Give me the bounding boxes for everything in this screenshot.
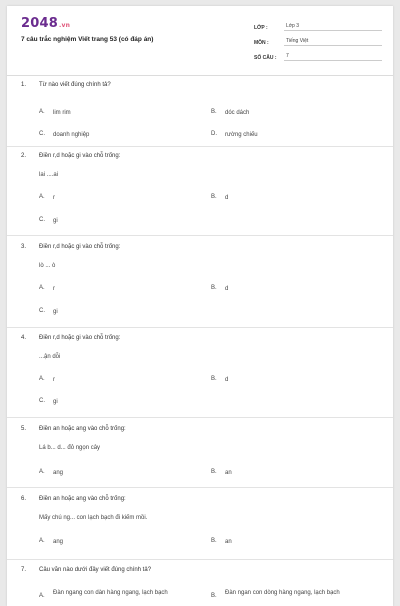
- option-key: C.: [39, 308, 45, 314]
- question-number: 1.: [21, 82, 27, 88]
- option-key: A.: [39, 593, 45, 599]
- option-key: B.: [211, 109, 217, 115]
- question-prompt: Lá b... d... đỏ ngọn cây: [39, 445, 101, 451]
- option-text: d: [225, 377, 229, 383]
- option-key: B.: [211, 593, 217, 599]
- divider: [7, 235, 393, 236]
- divider: [7, 559, 393, 560]
- option-b[interactable]: [211, 376, 228, 384]
- logo-suffix: .vn: [58, 22, 71, 29]
- option-text: Đàn ngang con dàn hàng ngang, lạch bạch: [53, 590, 168, 596]
- option-key: A.: [39, 285, 45, 291]
- option-key: A.: [39, 538, 45, 544]
- option-text: gi: [53, 309, 58, 315]
- meta-info: [254, 16, 382, 61]
- document-page: [7, 6, 393, 606]
- option-c[interactable]: [39, 131, 89, 139]
- option-a[interactable]: [39, 194, 55, 202]
- option-a[interactable]: [39, 538, 63, 546]
- divider: [7, 146, 393, 147]
- option-text: d: [225, 286, 229, 292]
- option-text: rường chiếu: [225, 132, 258, 138]
- meta-label: LỚP :: [254, 25, 268, 31]
- divider: [7, 417, 393, 418]
- meta-value: Tiếng Việt: [284, 38, 382, 46]
- option-c[interactable]: [39, 217, 58, 225]
- question-text: Điền an hoặc ang vào chỗ trống:: [39, 426, 126, 432]
- option-text: gi: [53, 399, 58, 405]
- question-text: Điền r,d hoặc gi vào chỗ trống:: [39, 153, 121, 159]
- option-a[interactable]: [39, 376, 55, 384]
- option-key: B.: [211, 538, 217, 544]
- question-text: Từ nào viết đúng chính tả?: [39, 82, 111, 88]
- page-title: 7 câu trắc nghiệm Viết trang 53 (có đáp án): [21, 36, 154, 43]
- question-prompt: lai ....ai: [39, 172, 59, 178]
- option-key: B.: [211, 469, 217, 475]
- option-key: A.: [39, 194, 45, 200]
- option-b[interactable]: [211, 589, 381, 599]
- question-prompt: ...ận dỗi: [39, 354, 61, 360]
- option-b[interactable]: [211, 194, 228, 202]
- question-3: [21, 244, 381, 315]
- option-text: doanh nghiệp: [53, 132, 90, 138]
- option-b[interactable]: [211, 109, 249, 117]
- meta-row-count: [254, 46, 382, 61]
- question-1: [21, 82, 381, 138]
- question-text: Điền r,d hoặc gi vào chỗ trống:: [39, 244, 121, 250]
- option-key: A.: [39, 376, 45, 382]
- question-text: Điền an hoặc ang vào chỗ trống:: [39, 496, 126, 502]
- option-a[interactable]: [39, 285, 55, 293]
- meta-row-class: [254, 16, 382, 31]
- meta-value: Lớp 3: [284, 23, 382, 31]
- logo-text: 2048: [21, 16, 58, 31]
- question-number: 2.: [21, 153, 27, 159]
- question-number: 3.: [21, 244, 27, 250]
- meta-row-subject: [254, 31, 382, 46]
- option-text: an: [225, 539, 232, 545]
- question-text: Câu văn nào dưới đây viết đúng chính tả?: [39, 567, 152, 573]
- question-text: Điền r,d hoặc gi vào chỗ trống:: [39, 335, 121, 341]
- question-2: [21, 153, 381, 224]
- option-key: B.: [211, 285, 217, 291]
- question-prompt: Mấy chú ng... con lạch bạch đi kiếm mồi.: [39, 515, 148, 521]
- option-text: an: [225, 470, 232, 476]
- option-text: Đàn ngan con dòng hàng ngang, lạch bạch: [225, 590, 340, 596]
- option-text: dóc dách: [225, 110, 250, 116]
- question-5: [21, 426, 381, 476]
- meta-label: SỐ CÂU :: [254, 55, 277, 61]
- option-a[interactable]: [39, 109, 71, 117]
- option-text: r: [53, 377, 55, 383]
- option-key: B.: [211, 376, 217, 382]
- option-b[interactable]: [211, 469, 232, 477]
- option-key: C.: [39, 131, 45, 137]
- question-number: 5.: [21, 426, 27, 432]
- option-c[interactable]: [39, 398, 58, 406]
- option-b[interactable]: [211, 285, 228, 293]
- option-text: r: [53, 195, 55, 201]
- option-key: D.: [211, 131, 217, 137]
- option-a[interactable]: [39, 469, 63, 477]
- meta-label: MÔN :: [254, 40, 269, 46]
- option-b[interactable]: [211, 538, 232, 546]
- option-text: lim rim: [53, 110, 71, 116]
- option-text: ang: [53, 470, 64, 476]
- option-text: r: [53, 286, 55, 292]
- option-a[interactable]: [39, 589, 209, 599]
- option-key: C.: [39, 217, 45, 223]
- question-number: 7.: [21, 567, 27, 573]
- option-text: gi: [53, 218, 58, 224]
- meta-value: 7: [284, 53, 382, 61]
- option-text: ang: [53, 539, 64, 545]
- option-key: A.: [39, 109, 45, 115]
- question-6: [21, 496, 381, 545]
- option-d[interactable]: [211, 131, 258, 139]
- divider: [7, 327, 393, 328]
- document-header: [7, 6, 393, 76]
- site-logo[interactable]: [21, 16, 70, 31]
- option-c[interactable]: [39, 308, 58, 316]
- question-number: 4.: [21, 335, 27, 341]
- question-4: [21, 335, 381, 405]
- option-key: B.: [211, 194, 217, 200]
- question-prompt: lò ... ò: [39, 263, 56, 269]
- divider: [7, 487, 393, 488]
- option-text: d: [225, 195, 229, 201]
- question-number: 6.: [21, 496, 27, 502]
- option-key: A.: [39, 469, 45, 475]
- question-7: [21, 567, 381, 599]
- option-key: C.: [39, 398, 45, 404]
